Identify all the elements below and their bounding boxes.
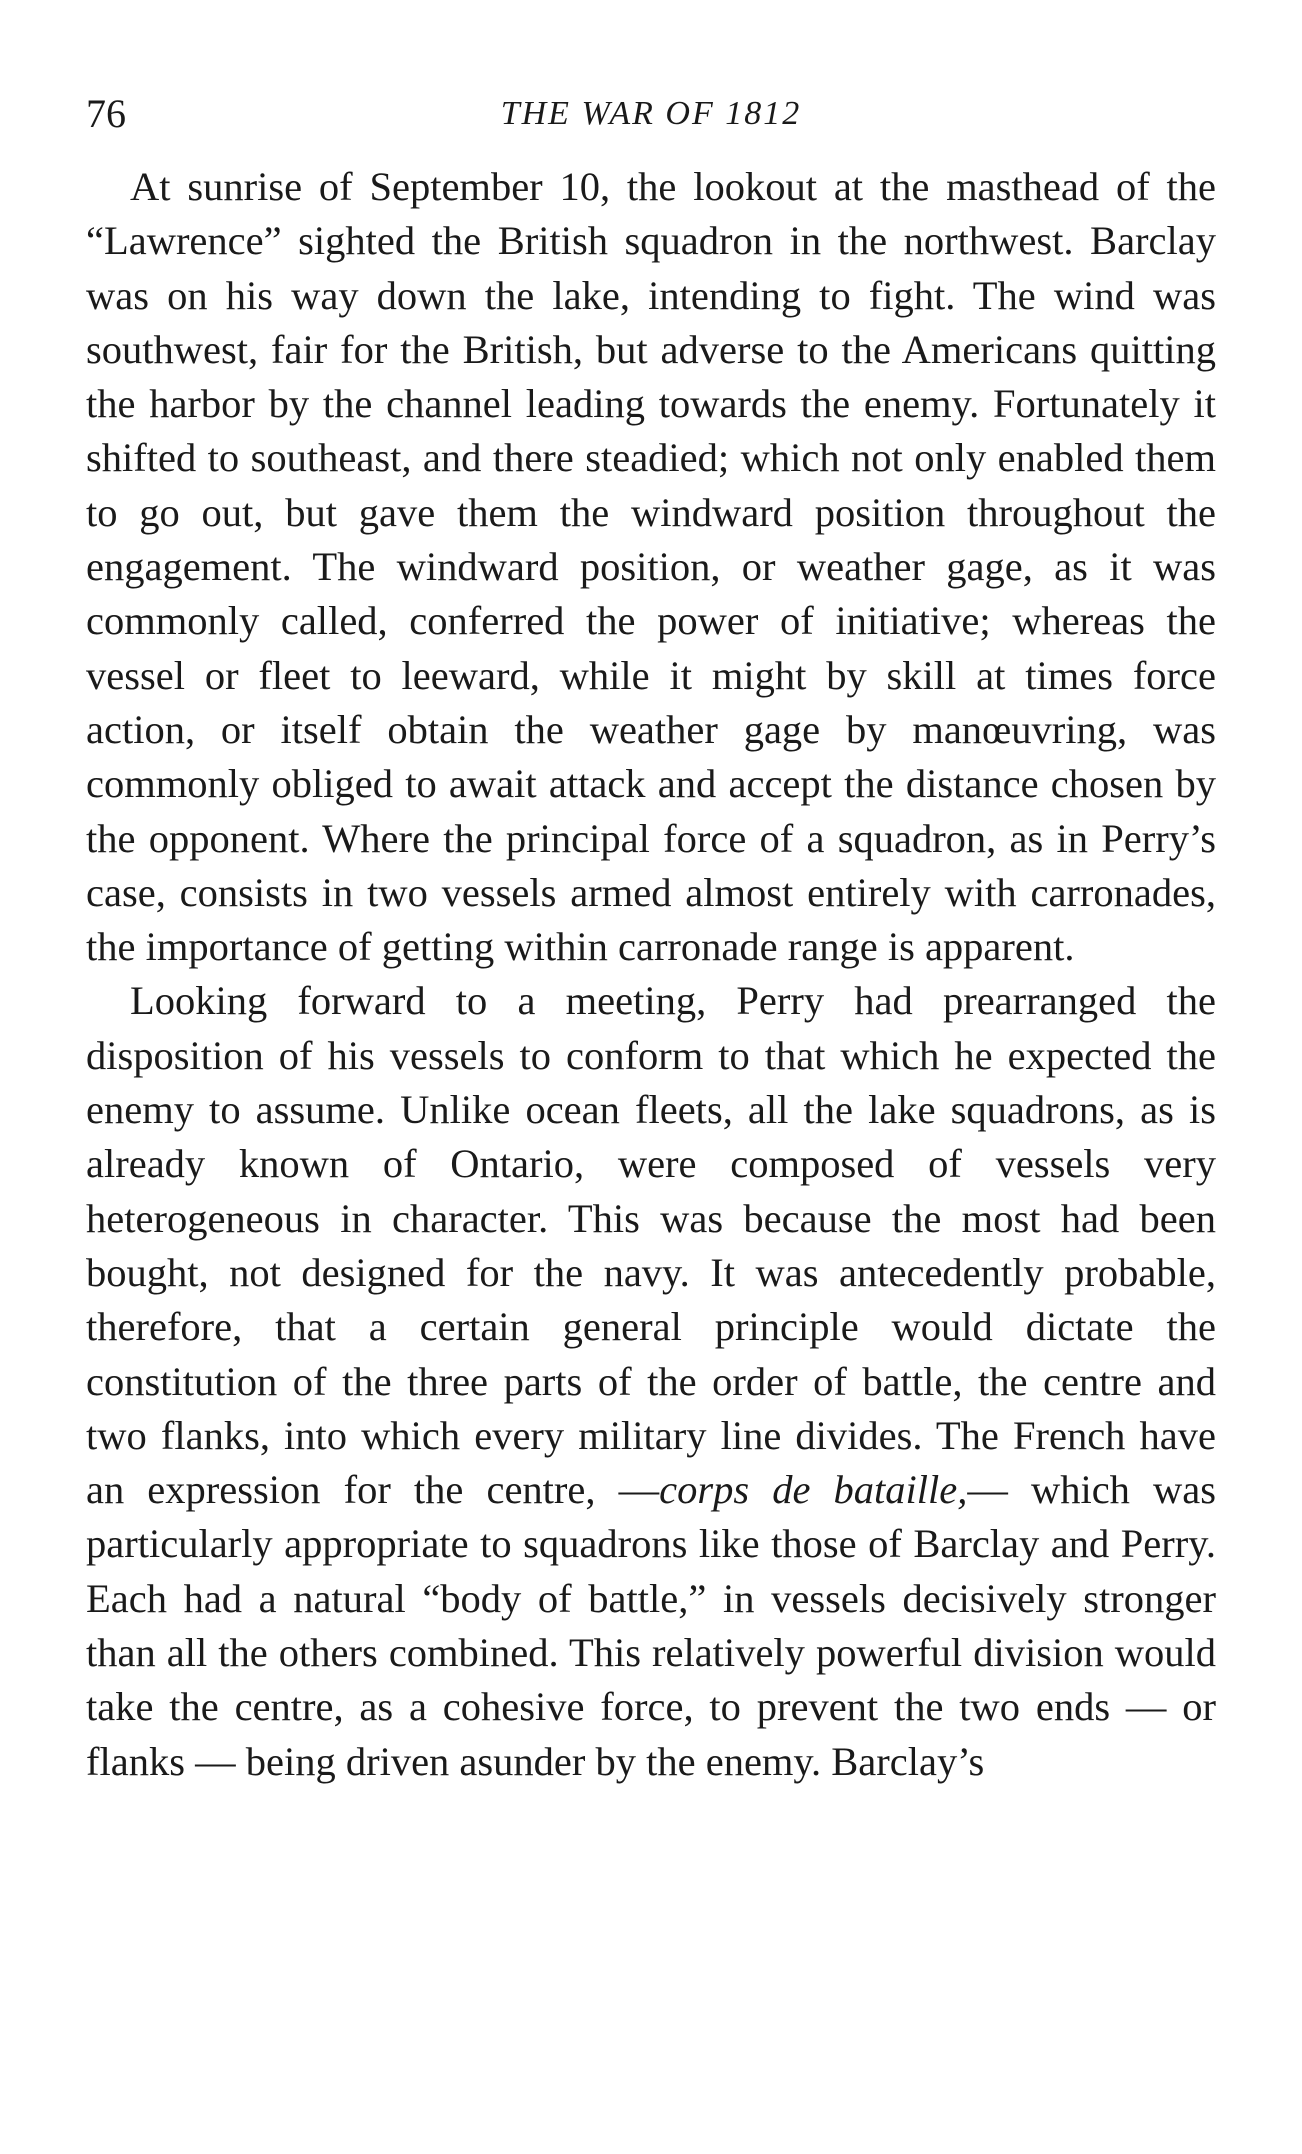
paragraph-2-italic-phrase: corps de bataille,	[659, 1467, 968, 1513]
paragraph-2-text-before: Looking forward to a meeting, Perry had prearranged the disposition of his vessels to conform to that which he expected the enemy to assume. Unlike ocean fleets, all the lake squadrons, as is already known of Ontario, were composed of vessels very heterogeneous in character. This was because the most had been bought, not designed for the navy. It was antecedently probable, therefore, that a certain general principle would dictate the constitution of the three parts of the order of battle, the centre and two flanks, into which every military line divides. The French have an expression for the centre, —	[86, 978, 1216, 1513]
page-header	[86, 84, 1216, 144]
body-text	[86, 160, 1216, 1789]
paragraph-2-text-after: — which was particularly appropriate to squadrons like those of Barclay and Perry. Each had a natural “body of battle,” in vessels decisively stronger than all the others combined. This relatively powerful division would take the centre, as a cohesive force, to prevent the two ends — or flanks — being driven asunder by the enemy. Barclay’s	[86, 1467, 1216, 1784]
paragraph-1: At sunrise of September 10, the lookout at the masthead of the “Lawrence” sighted the British squadron in the northwest. Barclay was on his way down the lake, intending to fight. The wind was southwest, fair for the British, but adverse to the Americans quitting the harbor by the channel leading towards the enemy. Fortunately it shifted to southeast, and there steadied; which not only enabled them to go out, but gave them the windward position throughout the engagement. The windward position, or weather gage, as it was commonly called, conferred the power of initiative; whereas the vessel or fleet to leeward, while it might by skill at times force action, or itself obtain the weather gage by manœuvring, was commonly obliged to await attack and accept the distance chosen by the opponent. Where the principal force of a squadron, as in Perry’s case, consists in two vessels armed almost entirely with carronades, the importance of getting within carronade range is apparent.	[86, 164, 1216, 970]
page-number: 76	[86, 91, 126, 136]
running-head: THE WAR OF 1812	[500, 95, 802, 132]
paragraph-2	[86, 974, 1216, 1788]
